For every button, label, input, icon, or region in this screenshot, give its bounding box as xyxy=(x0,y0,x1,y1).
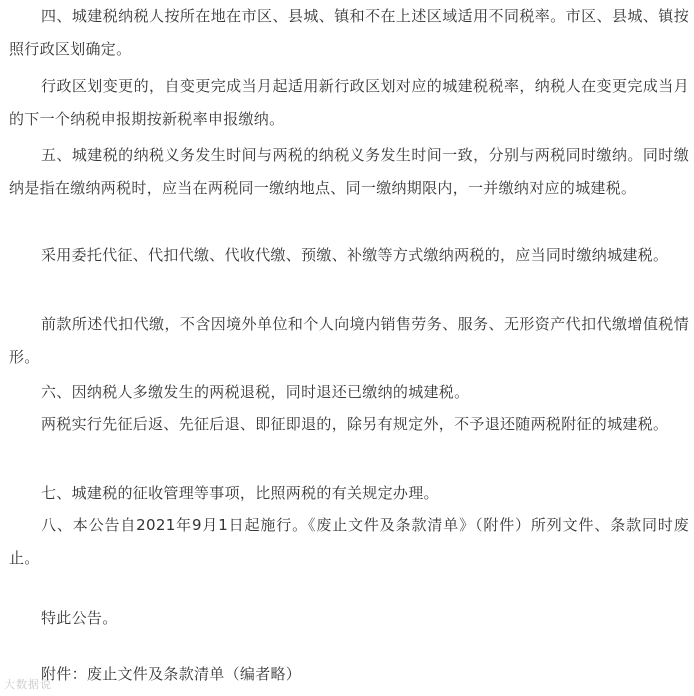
paragraph-announcement: 特此公告。 xyxy=(41,609,118,627)
paragraph-payment-methods: 采用委托代征、代扣代缴、代收代缴、预缴、补缴等方式缴纳两税的，应当同时缴纳城建税。 xyxy=(41,246,669,264)
paragraph-effective-date: 八、本公告自2021年9月1日起施行。《废止文件及条款清单》（附件）所列文件、条款同时废止。 xyxy=(9,516,689,567)
paragraph-withholding-exclusion: 前款所述代扣代缴，不含因境外单位和个人向境内销售劳务、服务、无形资产代扣代缴增值税情形。 xyxy=(9,315,689,366)
paragraph-administration: 七、城建税的征收管理等事项，比照两税的有关规定办理。 xyxy=(41,484,439,502)
paragraph-rate-by-location: 四、城建税纳税人按所在地在市区、县城、镇和不在上述区域适用不同税率。市区、县城、镇按照行政区划确定。 xyxy=(9,7,689,58)
paragraph-tax-obligation-time: 五、城建税的纳税义务发生时间与两税的纳税义务发生时间一致，分别与两税同时缴纳。同时缴纳是指在缴纳两税时，应当在两税同一缴纳地点、同一缴纳期限内，一并缴纳对应的城建税。 xyxy=(9,146,689,197)
paragraph-attachment: 附件：废止文件及条款清单（编者略） xyxy=(41,665,302,683)
paragraph-refund: 六、因纳税人多缴发生的两税退税，同时退还已缴纳的城建税。 xyxy=(41,383,470,401)
watermark: 大数据说 xyxy=(4,678,52,691)
paragraph-admin-division-change: 行政区划变更的，自变更完成当月起适用新行政区划对应的城建税税率，纳税人在变更完成当月的下一个纳税申报期按新税率申报缴纳。 xyxy=(9,77,689,128)
paragraph-no-refund: 两税实行先征后返、先征后退、即征即退的，除另有规定外，不予退还随两税附征的城建税。 xyxy=(41,415,669,433)
